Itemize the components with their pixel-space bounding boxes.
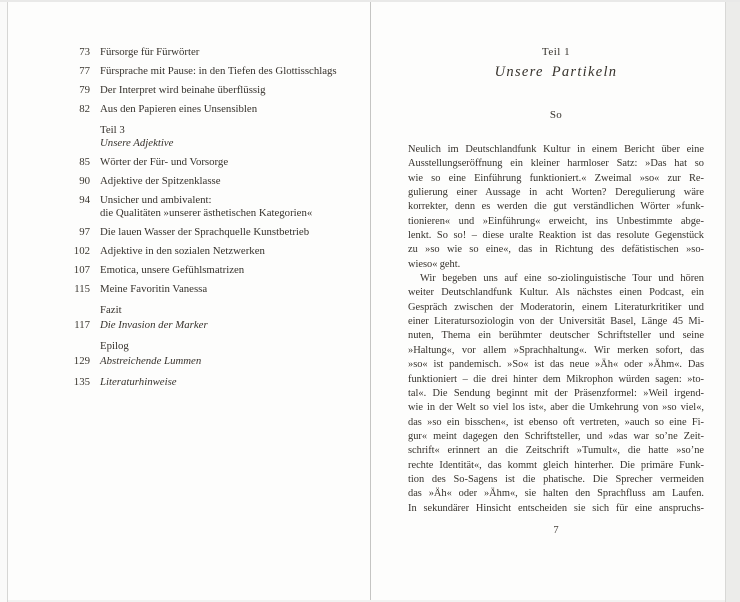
body-line: wie so eine Einführung funktioniert.« Zweimal »so« zur Re- (408, 172, 704, 184)
toc-entry-page-number: 82 (79, 103, 90, 115)
body-line: »Haltung«, vor allem »Sprachhaltung«. Wir merken sofort, das (408, 344, 704, 356)
right-page-edge (725, 2, 740, 602)
toc-entry (60, 376, 370, 389)
toc-entry-title (100, 84, 266, 97)
body-line: nuten, Thema ein berühmter deutscher Schriftsteller und seine (408, 330, 704, 342)
toc-entry-line: Die Invasion der Marker (100, 319, 208, 331)
toc-entry-page-number: 90 (79, 175, 90, 187)
toc-section-heading (60, 124, 370, 150)
toc-entry-title (100, 226, 309, 239)
toc-section (60, 46, 370, 116)
toc-entry-line: Fürsorge für Fürwörter (100, 46, 200, 58)
toc-entry-title (100, 245, 265, 258)
body-line: weiter Deutschlandfunk Kultur. Als nächstes einen Podcast, ein (408, 287, 704, 299)
toc-entry-page-number: 102 (73, 245, 90, 257)
body-line: gur« meint dagegen den Schriftsteller, und »das war so’ne Zeit- (408, 430, 704, 442)
toc-entry-title (100, 264, 244, 277)
body-text (408, 143, 704, 516)
toc-entry-line: Der Interpret wird beinahe überflüssig (100, 84, 266, 96)
toc-entry-line: Unsicher und ambivalent: (100, 194, 212, 206)
toc-entry-line: Aus den Papieren eines Unsensiblen (100, 103, 258, 115)
toc-entry-title (100, 175, 221, 188)
toc-entry-line: Abstreichende Lummen (100, 355, 202, 367)
part-title: Unsere Partikeln (494, 64, 618, 80)
body-line: Gespräch zwischen der Moderatorin, einem Literaturkritiker und (408, 301, 704, 313)
toc-entry-page-number: 135 (73, 376, 90, 388)
body-line: rechte Identität«, das kommt gleich hinterher. Die primäre Funk- (408, 459, 704, 471)
toc-entry-page-number: 97 (79, 226, 90, 238)
toc-entry-title (100, 194, 312, 220)
toc-heading-line: Fazit (100, 304, 122, 316)
toc-section (60, 376, 370, 389)
toc-entry (60, 65, 370, 78)
body-line: tionieren« und »Einführung« erweicht, ins Unbestimmte abge- (408, 215, 704, 227)
toc-entry-title (100, 46, 199, 59)
toc-heading-line: Epilog (100, 340, 129, 352)
toc-entry-title (100, 283, 207, 296)
body-line: wieso« geht. (408, 258, 461, 270)
toc-entry (60, 84, 370, 97)
toc-entry-line: Emotica, unsere Gefühlsmatrizen (100, 264, 245, 276)
toc-entry-title (100, 156, 228, 169)
toc-entry (60, 264, 370, 277)
toc-entry-page-number: 129 (73, 355, 90, 367)
body-line: Ausstellungseröffnung ein kleiner harmloser Satz: »Das hat so (408, 158, 704, 170)
toc-entry-title (100, 319, 208, 332)
toc-entry (60, 245, 370, 258)
body-line: lenkt. So so! – diese uralte Reaktion ist das resolute Gegenstück (408, 230, 704, 242)
body-line: gulierung einer Aussage in acht Worten? Deregulierung wäre (408, 187, 704, 199)
toc-entry-title (100, 65, 337, 78)
toc-heading-line: Teil 3 (100, 124, 125, 136)
toc-heading-line: Unsere Adjektive (100, 137, 174, 149)
toc-entry-title (100, 376, 177, 389)
body-line: einer Literatursoziologin von der Universität Basel, Länge 45 Mi- (408, 316, 704, 328)
left-page-edge (0, 2, 8, 602)
body-line: schrift« erinnert an die Zeitschrift »Tumult«, die hatte »so’ne (408, 445, 704, 457)
page-number: 7 (553, 524, 559, 536)
toc-entry (60, 226, 370, 239)
toc-entry-line: Meine Favoritin Vanessa (100, 283, 208, 295)
toc-section-heading (60, 304, 370, 317)
toc-entry (60, 103, 370, 116)
body-line: wie in der Welt so viel los ist«, aber die Umkehrung von »so viel«, (408, 402, 704, 414)
part-label: Teil 1 (541, 46, 571, 58)
body-line: das »Äh« oder »Ähm«, sie halten den Sprachfluss am Laufen. (408, 488, 704, 500)
toc-entry (60, 156, 370, 169)
toc-entry (60, 46, 370, 59)
body-line: »so« ist pandemisch. »So« ist das neue »Äh« oder »Ähm«. Das (408, 359, 704, 371)
body-line: Wir begeben uns auf eine so-ziolinguistische Tour und hören (420, 273, 704, 285)
toc-entry-page-number: 79 (79, 84, 90, 96)
body-line: funktioniert – die drei hinter dem Mikrophon würden sagen: »to- (408, 373, 704, 385)
toc-section (60, 124, 370, 296)
body-line: Neulich im Deutschlandfunk Kultur in einem Bericht über eine (408, 144, 704, 155)
toc-section (60, 340, 370, 368)
toc-entry-page-number: 107 (73, 264, 90, 276)
toc-entry-page-number: 77 (79, 65, 90, 77)
toc-entry-page-number: 73 (79, 46, 90, 58)
table-of-contents (8, 2, 370, 389)
body-line: tal«. Die Sendung beginnt mit der Präsenzformel: »Weil irgend- (408, 387, 704, 399)
toc-entry-page-number: 94 (79, 194, 90, 206)
toc-entry (60, 194, 370, 220)
toc-section-heading (60, 340, 370, 353)
toc-section (60, 304, 370, 332)
toc-entry-line: Adjektive in den sozialen Netzwerken (100, 245, 265, 257)
body-line: tion des So-Sagens ist die phatische. Die Sprecher vermeiden (408, 473, 704, 485)
toc-entry-title (100, 355, 201, 368)
body-line: das »so ein bisschen«, ist ebenso oft vertreten, »auch so eine Fi- (408, 416, 704, 428)
toc-entry (60, 355, 370, 368)
toc-entry-title (100, 103, 257, 116)
toc-entry-line: Literaturhinweise (100, 376, 177, 388)
toc-entry-page-number: 115 (74, 283, 90, 295)
body-line: zu »so wie so eine«, das in Richtung des defätistischen »so- (408, 244, 704, 256)
body-line: In sekundärer Hinsicht entscheiden sie sich für eine anspruchs- (408, 502, 704, 514)
chapter-title: So (549, 109, 563, 121)
toc-entry-page-number: 117 (74, 319, 90, 331)
toc-entry (60, 283, 370, 296)
toc-entry-page-number: 85 (79, 156, 90, 168)
chapter-page (371, 2, 725, 600)
toc-entry (60, 175, 370, 188)
toc-entry (60, 319, 370, 332)
toc-entry-line: Fürsprache mit Pause: in den Tiefen des Glottisschlags (100, 65, 337, 77)
toc-entry-line: Adjektive der Spitzenklasse (100, 175, 221, 187)
text-column (408, 46, 704, 536)
body-line: korrekter, denn es werden die gut verständlichen Wörter »funk- (408, 201, 704, 213)
toc-entry-line: Die lauen Wasser der Sprachquelle Kunstbetrieb (100, 226, 310, 238)
toc-entry-line: die Qualitäten »unserer ästhetischen Kategorien« (100, 207, 313, 219)
toc-entry-line: Wörter der Für- und Vorsorge (100, 156, 229, 168)
toc-page (8, 2, 371, 600)
